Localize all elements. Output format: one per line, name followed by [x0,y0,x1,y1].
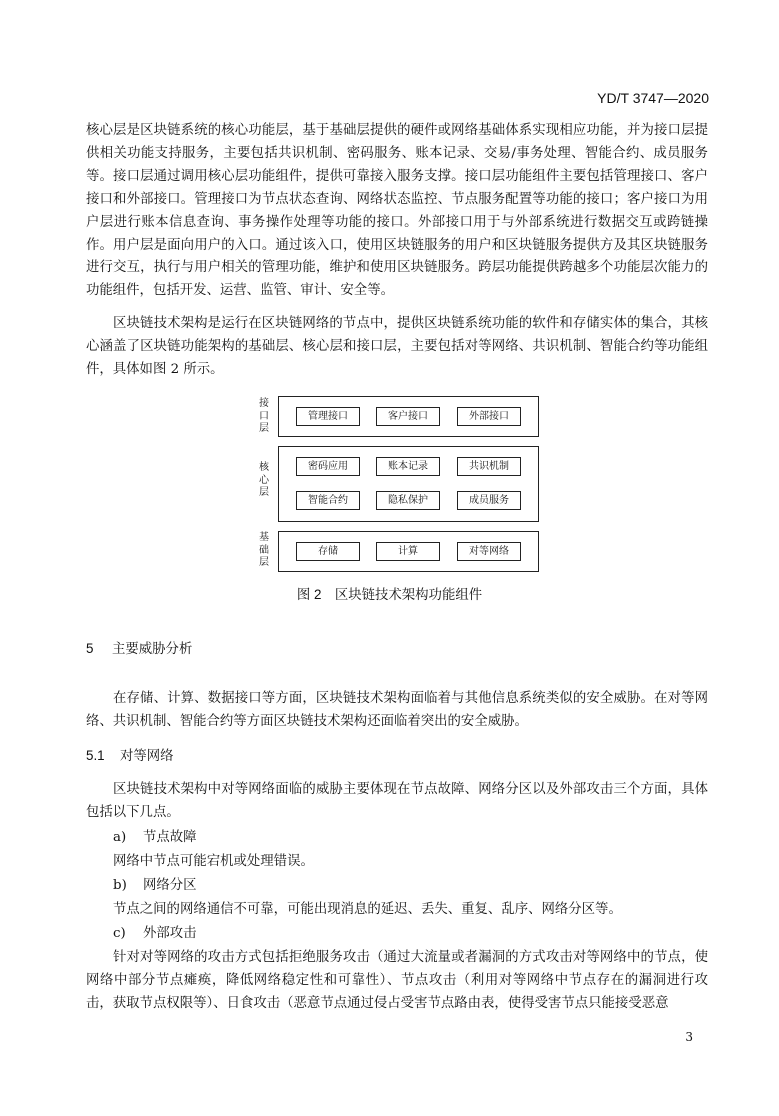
component-client-interface: 客户接口 [376,407,440,426]
paragraph-tech-architecture: 区块链技术架构是运行在区块链网络的节点中，提供区块链系统功能的软件和存储实体的集合，其核心涵盖了区块链功能架构的基础层、核心层和接口层，主要包括对等网络、共识机制、智能合约等功能组件，具体如图 2 所示。 [86,316,708,377]
paragraph-core-layer: 核心层是区块链系统的核心功能层，基于基础层提供的硬件或网络基础体系实现相应功能，并为接口层提供相关功能支持服务，主要包括共识机制、密码服务、账本记录、交易/事务处理、智能合约、成员服务等。接口层通过调用核心层功能组件，提供可靠接入服务支撑。接口层功能组件主要包括管理接口、客户接口和外部接口。管理接口为节点状态查询、网络状态监控、节点服务配置等功能的接口；客户接口为用户层进行账本信息查询、事务操作处理等功能的接口。外部接口用于与外部系统进行数据交互或跨链操作。用户层是面向用户的入口。通过该入口，使用区块链服务的用户和区块链服务提供方及其区块链服务进行交互，执行与用户相关的管理功能，维护和使用区块链服务。跨层功能提供跨越多个功能层次能力的功能组件，包括开发、运营、监管、审计、安全等。 [86,123,708,299]
component-storage: 存储 [296,542,360,561]
component-smart-contract: 智能合约 [296,491,360,510]
section-title: 主要威胁分析 [112,641,193,656]
component-p2p-network: 对等网络 [457,542,521,561]
list-item-b-title: b) 网络分区 [113,878,197,893]
section-heading-5 [86,638,192,657]
page-number: 3 [685,1030,693,1044]
component-compute: 计算 [376,542,440,561]
list-item-b-text: 节点之间的网络通信不可靠，可能出现消息的延迟、丢失、重复、乱序、网络分区等。 [113,902,622,917]
list-item-c-title: c) 外部攻击 [113,926,197,941]
base-layer-label: 基 础 层 [259,532,269,568]
component-privacy-protection: 隐私保护 [376,491,440,510]
list-item-a-text: 网络中节点可能宕机或处理错误。 [113,854,314,869]
section-heading-5-1 [86,745,174,764]
figure-caption: 图 2 区块链技术架构功能组件 [296,587,483,602]
interface-layer-label: 接 口 层 [259,398,269,434]
core-layer-label: 核 心 层 [259,462,269,498]
component-member-service: 成员服务 [457,491,521,510]
component-crypto-application: 密码应用 [296,457,360,476]
standard-code: YD/T 3747—2020 [597,90,709,106]
section-number: 5.1 [86,748,105,763]
section-title: 对等网络 [120,748,174,763]
paragraph-external-attacks: 针对对等网络的攻击方式包括拒绝服务攻击（通过大流量或者漏洞的方式攻击对等网络中的节点，使网络中部分节点瘫痪，降低网络稳定性和可靠性）、节点攻击（利用对等网络中节点存在的漏洞进行攻击，获取节点权限等）、日食攻击（恶意节点通过侵占受害节点路由表，使得受害节点只能接受恶意 [86,950,708,1011]
paragraph-p2p-threats: 区块链技术架构中对等网络面临的威胁主要体现在节点故障、网络分区以及外部攻击三个方面，具体包括以下几点。 [86,782,708,820]
component-external-interface: 外部接口 [457,407,521,426]
component-ledger-record: 账本记录 [376,457,440,476]
component-management-interface: 管理接口 [296,407,360,426]
list-item-a-title: a) 节点故障 [113,830,197,845]
paragraph-threat-overview: 在存储、计算、数据接口等方面，区块链技术架构面临着与其他信息系统类似的安全威胁。在对等网络、共识机制、智能合约等方面区块链技术架构还面临着突出的安全威胁。 [86,691,708,729]
component-consensus: 共识机制 [457,457,521,476]
section-number: 5 [86,641,94,656]
